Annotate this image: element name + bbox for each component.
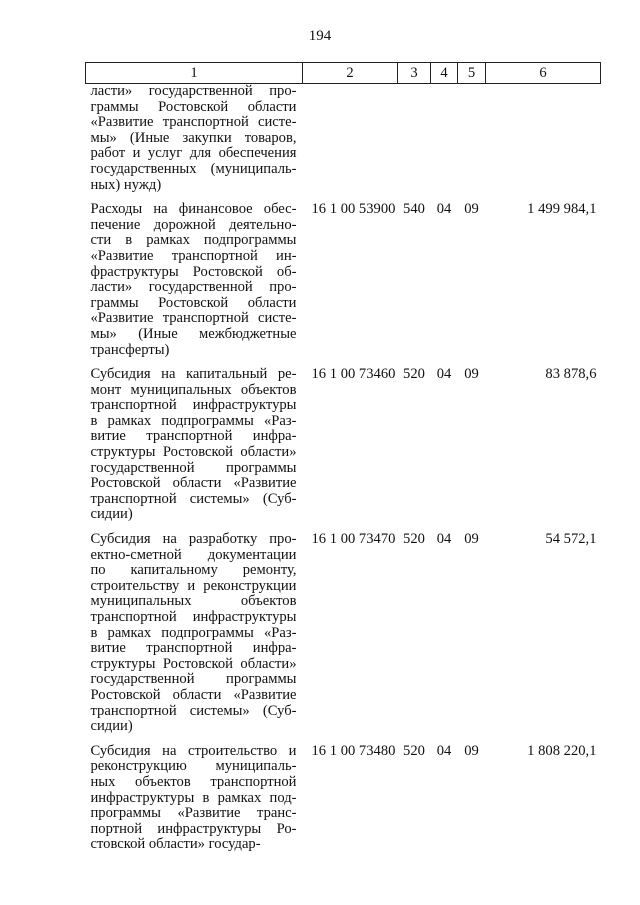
row-amount: 1 499 984,1 — [527, 201, 597, 218]
description-line: стовской области» государ- — [90, 836, 261, 853]
description-line: Субсидия на капитальный ре- — [90, 366, 297, 383]
header-col-5: 5 — [458, 63, 486, 84]
row-description — [86, 367, 303, 532]
row-section — [431, 84, 458, 203]
description-line: Субсидия на разработку про- — [90, 531, 297, 548]
description-line: ектно-сметной документации — [90, 546, 297, 563]
row-amount: 54 572,1 — [545, 531, 597, 548]
table-body — [86, 84, 601, 853]
description-line: сидии) — [90, 506, 133, 523]
table-row — [86, 744, 601, 853]
row-subsection: 09 — [464, 531, 479, 548]
description-line: по капитальному ремонту, — [90, 562, 297, 579]
description-line: мы» (Иные закупки товаров, — [90, 129, 297, 146]
description-line: витие транспортной инфра- — [90, 640, 297, 657]
description-line: витие транспортной инфра- — [90, 428, 297, 445]
description-line: Ростовской области «Развитие — [90, 475, 297, 492]
description-line: «Развитие транспортной систе- — [90, 310, 297, 327]
description-line: монт муниципальных объектов — [90, 381, 297, 398]
row-expense-type: 520 — [403, 366, 425, 383]
description-lines — [91, 202, 297, 358]
row-section: 04 — [436, 201, 452, 218]
header-col-2: 2 — [303, 63, 398, 84]
description-line: в рамках подпрограммы «Раз- — [90, 412, 297, 429]
description-line: ласти» государственной про- — [90, 83, 297, 99]
description-lines — [91, 532, 297, 735]
row-section: 04 — [436, 366, 452, 383]
row-subsection: 09 — [464, 742, 479, 759]
description-line: государственной программы — [90, 671, 297, 688]
table-header-row — [86, 63, 601, 84]
row-description — [86, 532, 303, 744]
description-line: в рамках подпрограммы «Раз- — [90, 624, 297, 641]
description-line: строительству и реконструкции — [90, 577, 297, 594]
description-line: реконструкцию муниципаль- — [90, 758, 297, 775]
row-target-code — [303, 84, 398, 203]
row-subsection: 09 — [464, 366, 479, 383]
description-line: Расходы на финансовое обес- — [90, 201, 297, 218]
row-expense-type: 520 — [403, 742, 425, 759]
row-target-code: 16 1 00 73480 — [311, 742, 396, 759]
table-row — [86, 367, 601, 532]
description-line: Ростовской области «Развитие — [90, 686, 297, 703]
description-lines — [91, 744, 297, 853]
description-line: программы «Развитие транс- — [90, 805, 297, 822]
row-section: 04 — [436, 531, 452, 548]
description-line: транспортной инфраструктуры — [90, 397, 297, 414]
description-line: ласти» государственной про- — [90, 279, 297, 296]
description-line: сти в рамках подпрограммы — [90, 232, 297, 249]
description-line: структуры Ростовской области» — [90, 444, 297, 461]
table-row — [86, 84, 601, 203]
description-line: «Развитие транспортной систе- — [90, 114, 297, 131]
row-description — [86, 84, 303, 203]
header-col-3: 3 — [398, 63, 431, 84]
description-lines — [91, 84, 297, 193]
budget-table — [85, 62, 601, 853]
row-section: 04 — [436, 742, 452, 759]
row-amount: 1 808 220,1 — [527, 742, 597, 759]
row-expense-type — [398, 84, 431, 203]
description-line: транспортной системы» (Суб- — [90, 490, 297, 507]
description-line: трансферты) — [90, 341, 170, 358]
row-target-code: 16 1 00 73460 — [311, 366, 396, 383]
description-line: транспортной инфраструктуры — [90, 609, 297, 625]
description-line: ных) нужд) — [90, 176, 162, 193]
description-line: муниципальных объектов — [90, 593, 297, 610]
description-line: «Развитие транспортной ин- — [90, 247, 297, 264]
description-line: печение дорожной деятельно- — [90, 216, 297, 233]
description-line: фраструктуры Ростовской об- — [90, 263, 297, 280]
description-line: транспортной системы» (Суб- — [90, 702, 297, 719]
description-line: работ и услуг для обеспечения — [90, 145, 297, 162]
description-line: граммы Ростовской области — [90, 98, 297, 115]
header-col-6: 6 — [486, 63, 601, 84]
description-line: государственных (муниципаль- — [90, 160, 297, 177]
description-line: портной инфраструктуры Ро- — [90, 820, 297, 837]
description-line: инфраструктуры в рамках под- — [90, 789, 297, 806]
description-line: структуры Ростовской области» — [90, 655, 297, 672]
row-description — [86, 744, 303, 853]
row-expense-type: 520 — [403, 531, 425, 548]
row-subsection: 09 — [464, 201, 479, 218]
row-target-code: 16 1 00 73470 — [311, 531, 396, 548]
row-amount — [486, 84, 601, 203]
description-line: мы» (Иные межбюджетные — [90, 325, 297, 342]
table-row — [86, 532, 601, 744]
description-lines — [91, 367, 297, 523]
header-col-1: 1 — [86, 63, 303, 84]
row-amount: 83 878,6 — [545, 366, 597, 383]
description-line: ных объектов транспортной — [90, 773, 297, 790]
row-subsection — [458, 84, 486, 203]
row-description — [86, 202, 303, 367]
description-line: Субсидия на строительство и — [90, 742, 297, 759]
row-expense-type: 540 — [403, 201, 425, 218]
description-line: сидии) — [90, 718, 133, 735]
row-target-code: 16 1 00 53900 — [311, 201, 396, 218]
header-col-4: 4 — [431, 63, 458, 84]
table-row — [86, 202, 601, 367]
page-number: 194 — [308, 28, 332, 44]
description-line: государственной программы — [90, 459, 297, 476]
description-line: граммы Ростовской области — [90, 294, 297, 311]
